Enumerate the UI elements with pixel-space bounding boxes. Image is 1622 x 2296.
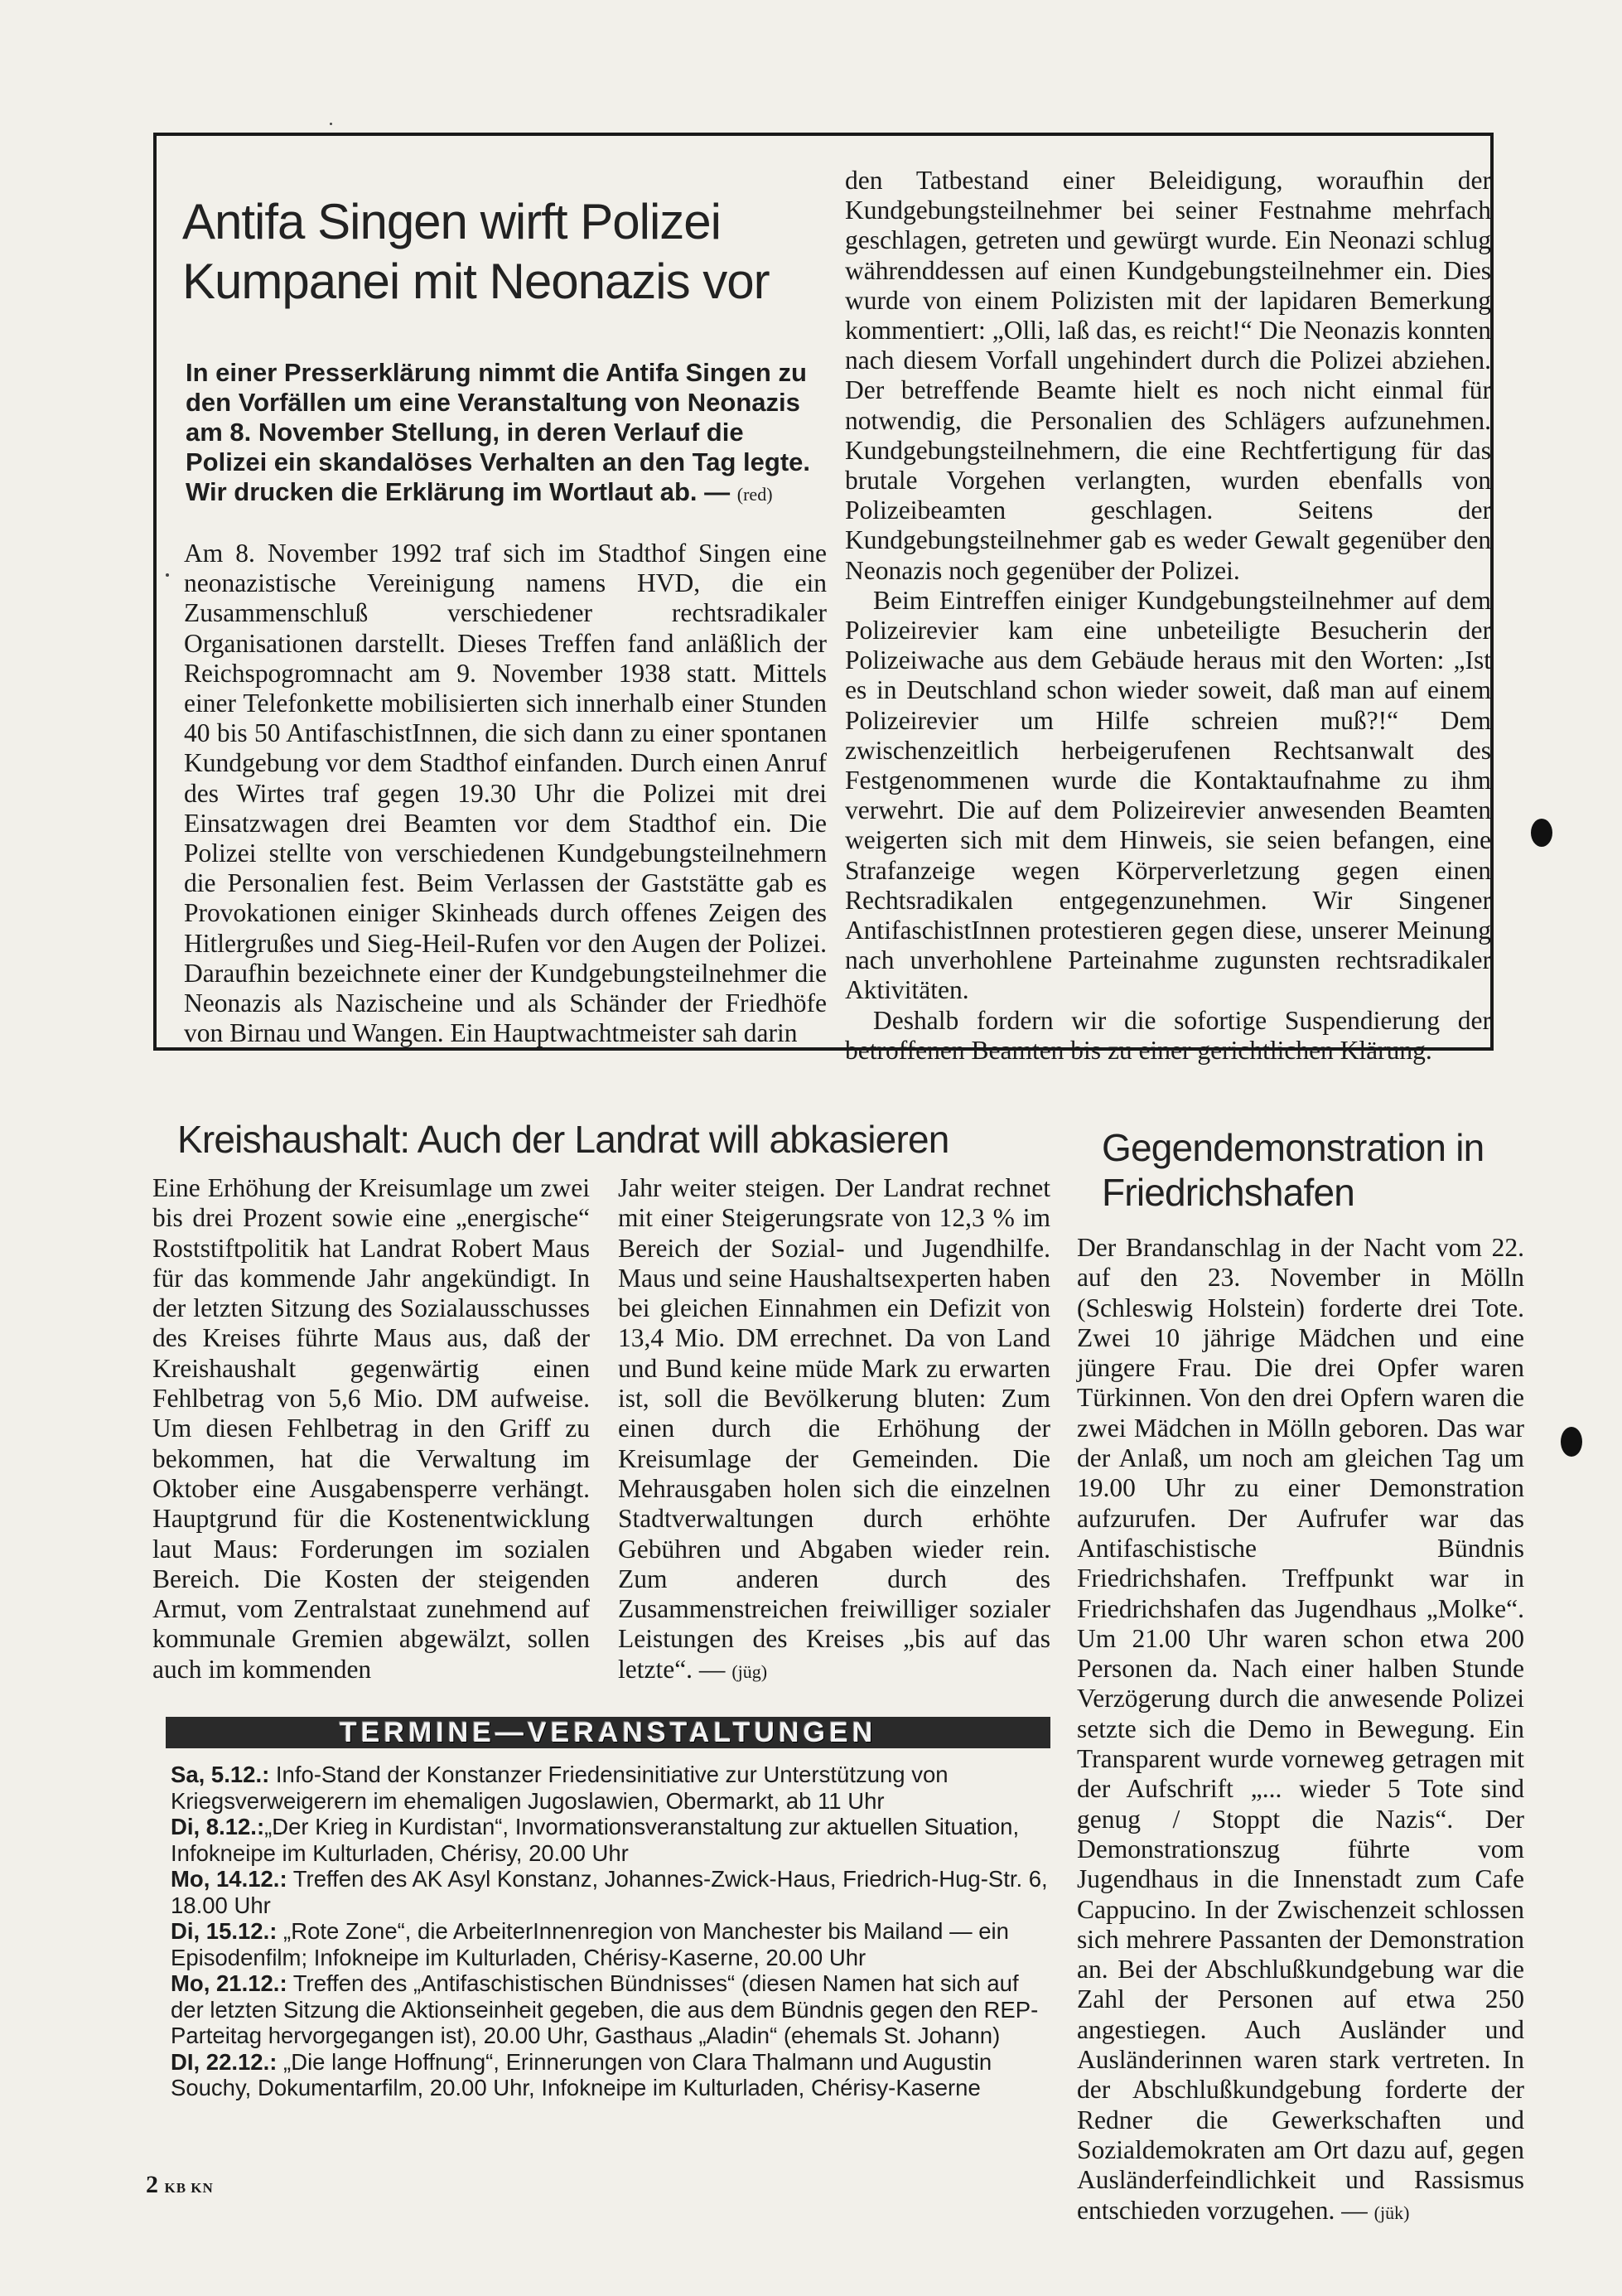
article1-headline: Antifa Singen wirft Polizei Kumpanei mit Neonazis vor [182, 194, 770, 309]
article3-headline-line: Friedrichshafen [1102, 1171, 1355, 1214]
article1-paragraph: den Tatbestand einer Beleidigung, woraufhin der Kundgebungsteilnehmer bei seiner Festnahme mehrfach geschlagen, getreten und gewürgt wurde. Ein Neonazi schlug währenddessen auf einen Kundgebungsteilnehmer ein. Dies wurde von einem Polizisten mit der lapidaren Bemerkung kommentiert: „Olli, laß das, es reicht!“ Die Neonazis konnten nach diesem Vorfall ungehindert durch die Polizei abziehen. Der betreffende Beamte hielt es noch nicht einmal für notwendig, die Personalien des Schlägers aufzunehmen. Kundgebungsteilnehmern, die eine Rechtfertigung für das brutale Vorgehen verlangten, wurden ebenfalls von Polizeibeamten geschlagen. Seitens der Kundgebungsteilnehmer gab es weder Gewalt gegenüber den Neonazis noch gegenüber der Polizei. [845, 166, 1491, 585]
event-text: „Der Krieg in Kurdistan“, Invormationsveranstaltung zur aktuellen Situation, Infokneipe im Kulturladen, Chérisy, 20.00 Uhr [171, 1814, 1020, 1866]
event-item [171, 1970, 1052, 2049]
event-text: „Rote Zone“, die ArbeiterInnenregion von Manchester bis Mailand — ein Episodenfilm; Infokneipe im Kulturladen, Chérisy-Kaserne, 20.00 Uhr [171, 1918, 1009, 1970]
termine-banner [166, 1717, 1050, 1748]
article1-column-1 [184, 539, 827, 1048]
publication-mark: KB KN [164, 2180, 214, 2196]
article1-intro-signature: (red) [736, 484, 773, 505]
article1-column-2 [845, 166, 1491, 1066]
event-item [171, 1762, 1052, 1814]
article1-intro-text: In einer Presserklärung nimmt die Antifa Singen zu den Vorfällen um eine Veranstaltung von Neonazis am 8. November Stellung, in deren Verlauf die Polizei ein skandalöses Verhalten an den Tag legte. Wir drucken die Erklärung im Wortlaut ab. — [186, 358, 811, 506]
article1-intro [186, 358, 825, 510]
event-item [171, 2049, 1052, 2101]
article1-paragraph: Beim Eintreffen einiger Kundgebungsteilnehmer auf dem Polizeirevier kam eine unbeteiligte Besucherin der Polizeiwache aus dem Gebäude heraus mit den Worten: „Ist es in Deutschland schon wieder soweit, daß man auf einem Polizeirevier um Hilfe schreien muß?!“ Dem zwischenzeitlich herbeigerufenen Rechtsanwalt des Festgenommenen wurde die Kontaktaufnahme zu ihm verwehrt. Die auf dem Polizeirevier anwesenden Beamten weigerten sich mit dem Hinweis, sie seien befangen, eine Strafanzeige wegen Körperverletzung gegen einen Rechtsradikalen entgegenzunehmen. Wir Singener AntifaschistInnen protestieren gegen diese, unserer Meinung nach unverhohlene Parteinahme zugunsten rechtsradikaler Aktivitäten. [845, 585, 1491, 1005]
event-date: DI, 22.12.: [171, 2048, 278, 2075]
article2-text: Jahr weiter steigen. Der Landrat rechnet mit einer Steigerungsrate von 12,3 % im Bereich der Sozial- und Jugendhilfe. Maus und seine Haushaltsexperten haben bei gleichen Einnahmen ein Defizit von 13,4 Mio. DM errechnet. Da von Land und Bund keine müde Mark zu erwarten ist, soll die Bevölkerung bluten: Zum einen durch die Erhöhung der Kreisumlage der Gemeinden. Die Mehrausgaben holen sich die einzelnen Stadtverwaltungen durch erhöhte Gebühren und Abgaben wieder rein. Zum anderen durch des Zusammenstreichen freiwilliger sozialer Leistungen des Kreises „bis auf das letzte“. — [618, 1173, 1050, 1684]
event-date: Mo, 21.12.: [171, 1970, 287, 1996]
event-text: „Die lange Hoffnung“, Erinnerungen von Clara Thalmann und Augustin Souchy, Dokumentarfilm, 20.00 Uhr, Infokneipe im Kulturladen, Chérisy-Kaserne [171, 2048, 992, 2100]
event-item [171, 1866, 1052, 1918]
article3-paragraph [1077, 1233, 1524, 2228]
page-number: 2 [146, 2171, 158, 2198]
article3-text: Der Brandanschlag in der Nacht vom 22. auf den 23. November in Mölln (Schleswig Holstein) forderte drei Tote. Zwei 10 jährige Mädchen und eine jüngere Frau. Die drei Opfer waren Türkinnen. Von den drei Opfern waren die zwei Mädchen in Mölln geboren. Das war der Anlaß, um noch am gleichen Tag um 19.00 Uhr zu einer Demonstration aufzurufen. Der Aufrufer war das Antifaschistische Bündnis Friedrichshafen. Treffpunkt war in Friedrichshafen das Jugendhaus „Molke“. Um 21.00 Uhr waren schon etwa 200 Personen da. Nach einer halben Stunde Verzögerung durch die anwesende Polizei setzte sich die Demo in Bewegung. Ein Transparent wurde vorneweg getragen mit der Aufschrift „... wieder 5 Tote sind genug / Stoppt die Nazis“. Der Demonstrationszug führte vom Jugendhaus in die Innenstadt zum Cafe Cappucino. In der Zwischenzeit schlossen sich mehrere Passanten der Demonstration an. Bei der Abschlußkundgebung war die Zahl der Personen auf etwa 250 angestiegen. Auch Ausländer und Ausländerinnen waren stark vertreten. In der Abschlußkundgebung forderte der Redner die Gewerkschaften und Sozialdemokraten am Ort dazu auf, gegen Ausländerfeindlichkeit und Rassismus entschieden vorzugehen. — [1077, 1233, 1524, 2225]
page-footer [146, 2171, 214, 2199]
article1-paragraph: Am 8. November 1992 traf sich im Stadthof Singen eine neonazistische Vereinigung namens HVD, die ein Zusammenschluß verschiedener rechtsradikaler Organisationen darstellt. Dieses Treffen fand anläßlich der Reichspogromnacht am 9. November 1938 statt. Mittels einer Telefonkette mobilisierten sich innerhalb einer Stunden 40 bis 50 AntifaschistInnen, die sich dann zu einer spontanen Kundgebung vor dem Stadthof einfanden. Durch einen Anruf des Wirtes traf gegen 19.30 Uhr die Polizei mit drei Einsatzwagen drei Beamten vor dem Stadthof ein. Die Polizei stellte von verschiedenen Kundgebungsteilnehmern die Personalien fest. Beim Verlassen der Gaststätte gab es Provokationen einiger Skinheads durch offenes Zeigen des Hitlergrußes und Sieg-Heil-Rufen vor den Augen der Polizei. Daraufhin bezeichnete einer der Kundgebungsteilnehmer die Neonazis als Nazischeine und als Schänder der Friedhöfe von Birnau und Wangen. Ein Hauptwachtmeister sah darin [184, 539, 827, 1048]
article3-headline [1102, 1125, 1499, 1215]
termine-list [171, 1762, 1052, 2101]
event-date: Sa, 5.12.: [171, 1762, 270, 1787]
article3-headline-line: Gegendemonstration in [1102, 1126, 1484, 1169]
event-date: Di, 8.12.: [171, 1814, 265, 1839]
termine-banner-text: TERMINE—VERANSTALTUNGEN [339, 1716, 877, 1748]
event-text: Treffen des „Antifaschistischen Bündnisses“ (diesen Namen hat sich auf der letzten Sitzung die Aktionseinheit gegeben, die aus dem Bündnis gegen den REP-Parteitag hervorgegangen ist), 20.00 Uhr, Gasthaus „Aladin“ (ehemals St. Johann) [171, 1970, 1039, 2048]
event-date: Mo, 14.12.: [171, 1866, 287, 1892]
article2-column-2 [618, 1173, 1050, 1687]
punch-hole-icon [1561, 1427, 1582, 1457]
event-text: Treffen des AK Asyl Konstanz, Johannes-Zwick-Haus, Friedrich-Hug-Str. 6, 18.00 Uhr [171, 1866, 1048, 1918]
event-text: Info-Stand der Konstanzer Friedensinitiative zur Unterstützung von Kriegsverweigerern im ehemaligen Jugoslawien, Obermarkt, ab 11 Uhr [171, 1762, 949, 1814]
event-item [171, 1918, 1052, 1970]
article3-column [1077, 1233, 1524, 2228]
event-date: Di, 15.12.: [171, 1918, 278, 1944]
punch-hole-icon [1531, 819, 1552, 847]
article2-paragraph: Eine Erhöhung der Kreisumlage um zwei bis drei Prozent sowie eine „energische“ Roststiftpolitik hat Landrat Robert Maus für das kommende Jahr angekündigt. In der letzten Sitzung des Sozialausschusses des Kreises führte Maus aus, daß der Kreishaushalt gegenwärtig einen Fehlbetrag von 5,6 Mio. DM aufweise. Um diesen Fehlbetrag in den Griff zu bekommen, hat die Verwaltung im Oktober eine Ausgabensperre verhängt. Hauptgrund für die Kostenentwicklung laut Maus: Forderungen im sozialen Bereich. Die Kosten der steigenden Armut, vom Zentralstaat zunehmend auf kommunale Gremien abgewälzt, sollen auch im kommenden [152, 1173, 590, 1684]
event-item [171, 1814, 1052, 1866]
article3-signature: (jük) [1373, 2202, 1410, 2223]
article2-signature: (jüg) [731, 1660, 768, 1682]
article2-column-1 [152, 1173, 590, 1685]
scan-speck [330, 123, 332, 125]
article2-headline: Kreishaushalt: Auch der Landrat will abkasieren [177, 1118, 949, 1161]
article1-paragraph: Deshalb fordern wir die sofortige Suspendierung der betroffenen Beamten bis zu einer gerichtlichen Klärung. [845, 1005, 1491, 1065]
scan-speck [166, 573, 169, 577]
article2-paragraph [618, 1173, 1050, 1687]
